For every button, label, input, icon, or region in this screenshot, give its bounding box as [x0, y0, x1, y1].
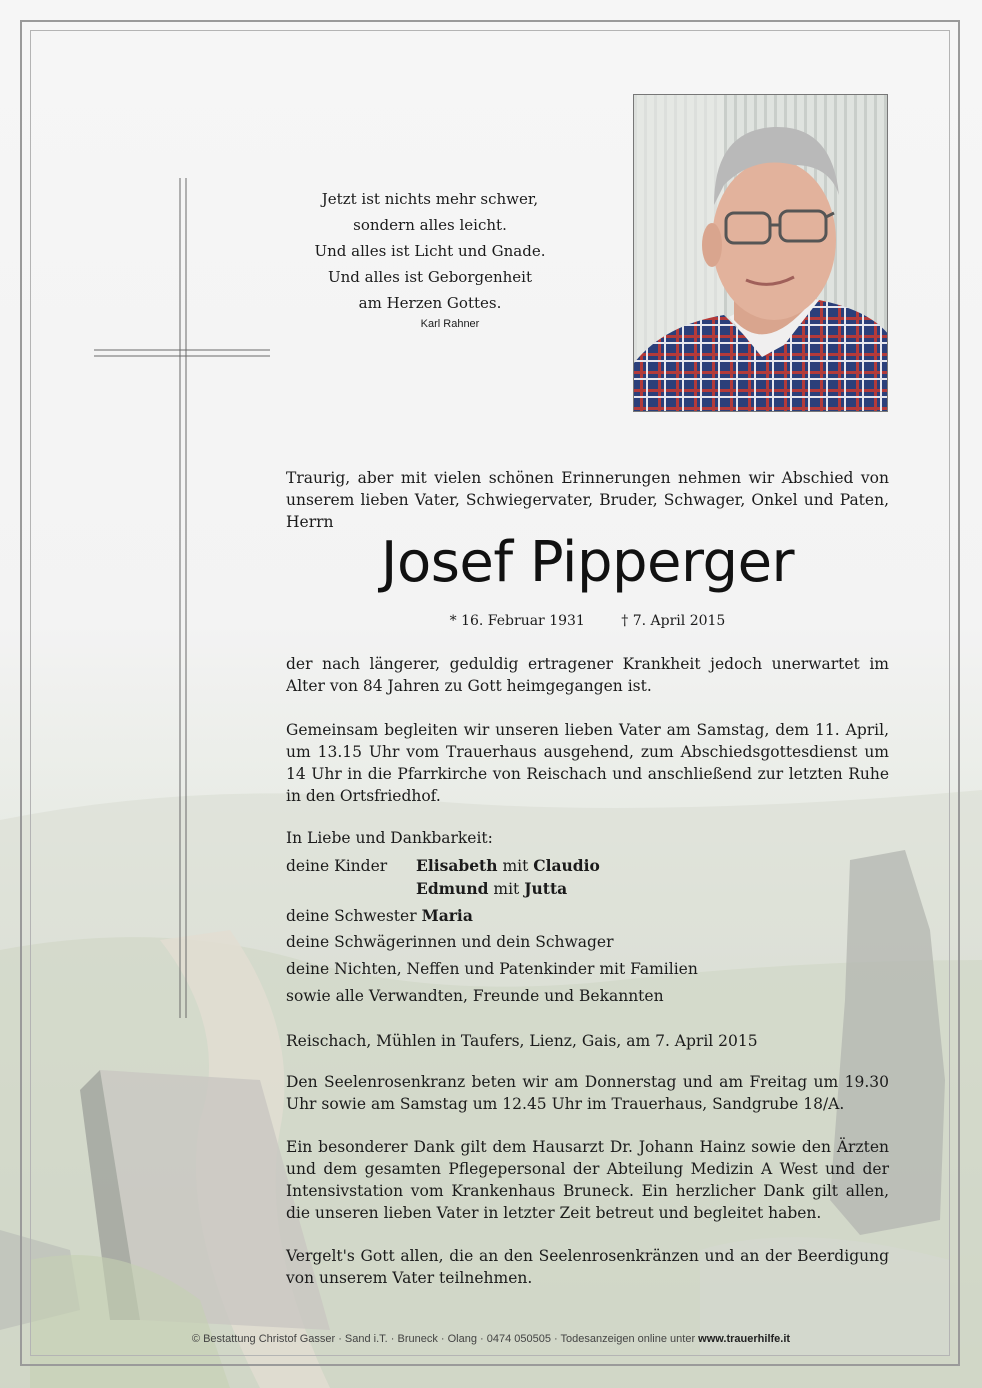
- family-sister: [286, 906, 473, 925]
- family-children: [286, 856, 600, 875]
- family-relatives: sowie alle Verwandten, Freunde und Bekannten: [286, 987, 664, 1005]
- partner-name: Claudio: [533, 856, 600, 875]
- footer: [0, 1333, 982, 1345]
- children-label: deine Kinder: [286, 857, 388, 875]
- footer-text: © Bestattung Christof Gasser · Sand i.T. · Bruneck · Olang · 0474 050505 · Todesanzeigen online unter: [191, 1333, 696, 1345]
- quote-line: Jetzt ist nichts mehr schwer,: [321, 190, 539, 208]
- sister-label: deine Schwester: [286, 907, 417, 925]
- portrait-illustration: [634, 95, 888, 412]
- quote: [300, 186, 560, 316]
- child-name: Elisabeth: [416, 856, 498, 875]
- place-date: Reischach, Mühlen in Taufers, Lienz, Gais, am 7. April 2015: [286, 1032, 758, 1050]
- quote-line: Und alles ist Geborgenheit: [327, 268, 532, 286]
- death-date: † 7. April 2015: [621, 613, 726, 629]
- thanks-text: Ein besonderer Dank gilt dem Hausarzt Dr. Johann Hainz sowie den Ärzten und dem gesamten Pflegepersonal der Abteilung Medizin A West und der Intensivstation vom Krankenhaus Bruneck. Ein herzlicher Dank gilt allen, die unseren lieben Vater in letzter Zeit betreut und begleitet haben.: [286, 1138, 889, 1222]
- partner-name: Jutta: [524, 879, 568, 898]
- family-inlaws: deine Schwägerinnen und dein Schwager: [286, 933, 614, 951]
- passing-text: der nach längerer, geduldig ertragener Krankheit jedoch unerwartet im Alter von 84 Jahren zu Gott heimgegangen ist.: [286, 655, 889, 695]
- family-nieces: deine Nichten, Neffen und Patenkinder mit Familien: [286, 960, 698, 978]
- cross-icon: [90, 178, 274, 1018]
- family-heading: In Liebe und Dankbarkeit:: [286, 829, 493, 847]
- intro-text: Traurig, aber mit vielen schönen Erinnerungen nehmen wir Abschied von unserem lieben Vater, Schwiegervater, Bruder, Schwager, Onkel und Paten, Herrn: [286, 469, 889, 531]
- sister-name: Maria: [421, 906, 473, 925]
- funeral-info-text: Gemeinsam begleiten wir unseren lieben Vater am Samstag, dem 11. April, um 13.15 Uhr vom Trauerhaus ausgehend, zum Abschiedsgottesdienst um 14 Uhr in die Pfarrkirche von Reischach und anschließend zur letzten Ruhe in den Ortsfriedhof.: [286, 721, 889, 805]
- quote-author: Karl Rahner: [420, 318, 480, 330]
- with-word: mit: [502, 857, 529, 875]
- quote-line: sondern alles leicht.: [353, 216, 507, 234]
- birth-date: * 16. Februar 1931: [449, 613, 585, 629]
- quote-line: Und alles ist Licht und Gnade.: [314, 242, 546, 260]
- footer-link[interactable]: www.trauerhilfe.it: [698, 1333, 791, 1345]
- life-dates: [286, 613, 889, 629]
- rosary-text: Den Seelenrosenkranz beten wir am Donnerstag und am Freitag um 19.30 Uhr sowie am Samstag um 12.45 Uhr im Trauerhaus, Sandgrube 18/A.: [286, 1073, 889, 1113]
- closing-text: Vergelt's Gott allen, die an den Seelenrosenkränzen und an der Beerdigung von unserem Vater teilnehmen.: [286, 1247, 889, 1287]
- with-word: mit: [493, 880, 520, 898]
- portrait-photo: [633, 94, 888, 412]
- deceased-name: Josef Pipperger: [380, 530, 795, 595]
- child-name: Edmund: [416, 879, 489, 898]
- family-children-2: [286, 879, 567, 898]
- quote-line: am Herzen Gottes.: [358, 294, 502, 312]
